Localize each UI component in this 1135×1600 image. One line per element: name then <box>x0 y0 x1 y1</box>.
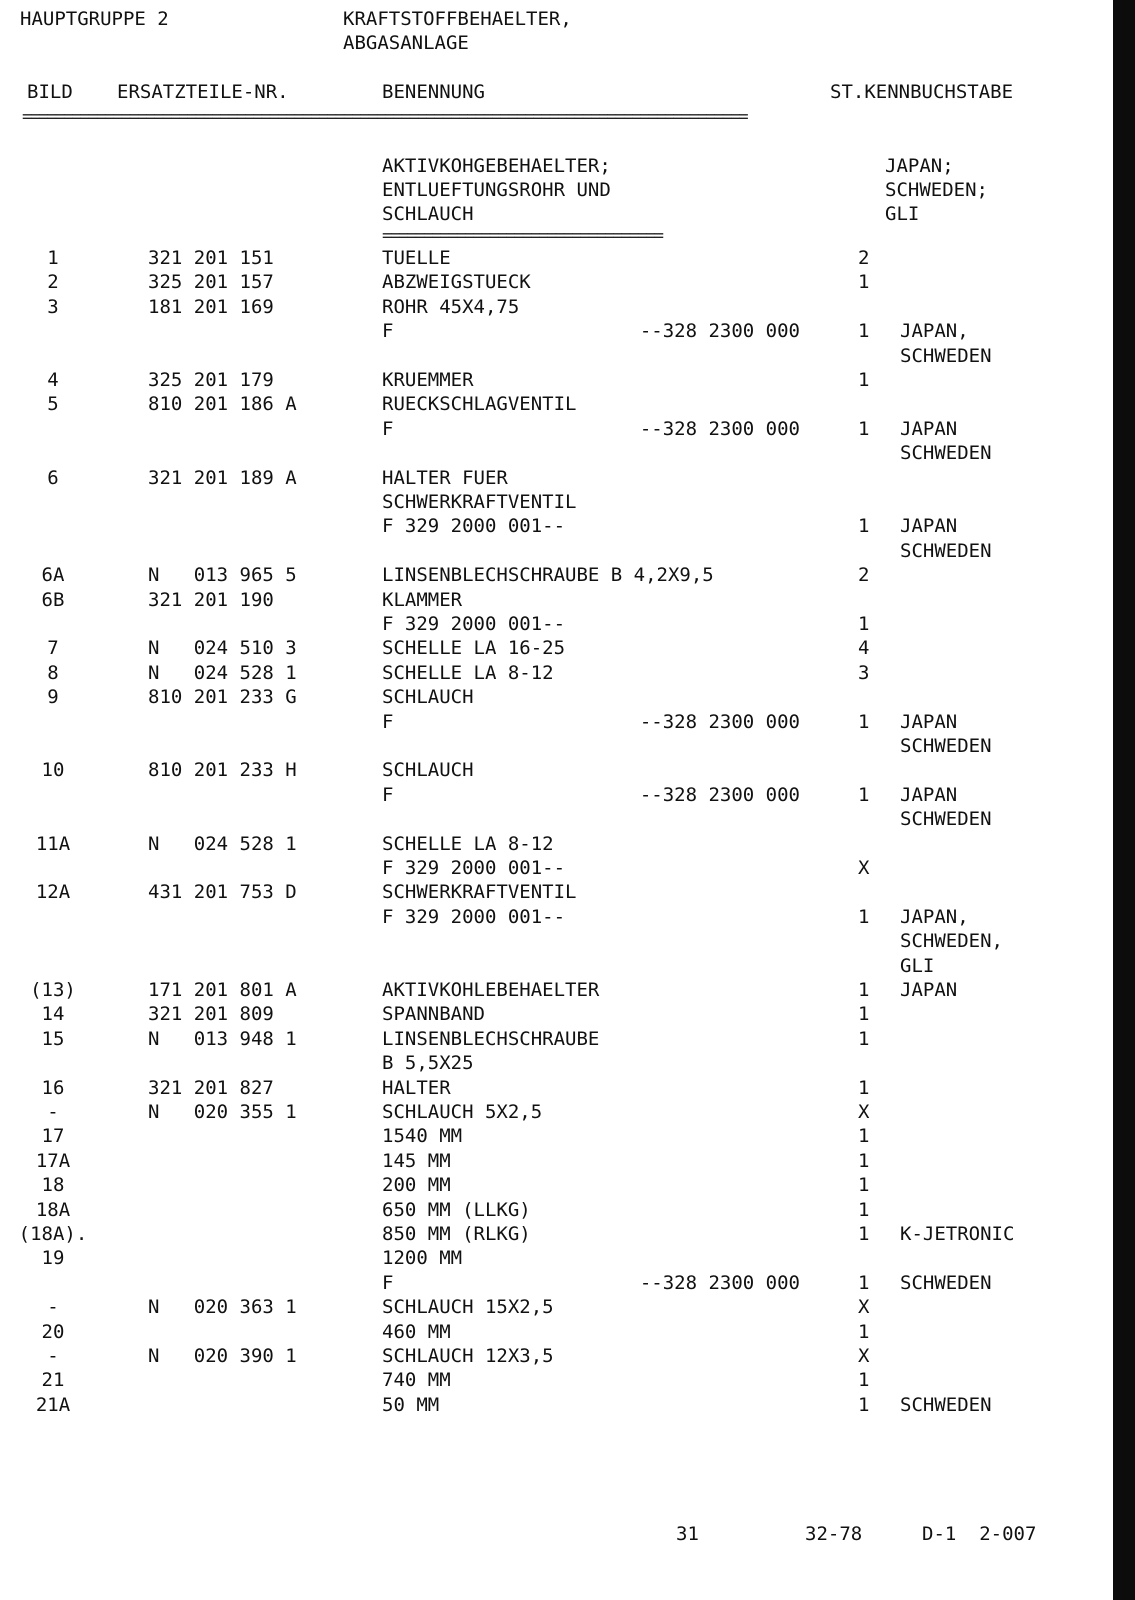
table-row <box>0 1198 1113 1222</box>
table-row <box>0 880 1113 904</box>
table-row <box>0 1393 1113 1417</box>
part-number: N 024 510 3 <box>148 637 297 659</box>
quantity: 1 <box>858 515 870 537</box>
group-heading-line1: AKTIVKOHGEBEHAELTER; <box>382 155 611 177</box>
part-description: 145 MM <box>382 1150 451 1172</box>
part-description: ROHR 45X4,75 <box>382 296 520 318</box>
part-number: 810 201 233 H <box>148 759 297 781</box>
part-description: 650 MM (LLKG) <box>382 1199 531 1221</box>
table-row <box>0 588 1113 612</box>
part-description: SCHLAUCH 12X3,5 <box>382 1345 554 1367</box>
country-code: SCHWEDEN <box>900 808 992 830</box>
table-row <box>0 1295 1113 1319</box>
figure-number: 12A <box>35 881 71 903</box>
quantity: X <box>858 1101 870 1123</box>
table-row <box>0 1368 1113 1392</box>
group-code-line3: GLI <box>885 203 920 225</box>
table-row <box>0 417 1113 441</box>
model-range-value: --328 2300 000 <box>639 711 800 733</box>
table-row <box>0 612 1113 636</box>
quantity: 1 <box>858 1077 870 1099</box>
country-code: SCHWEDEN <box>900 1272 992 1294</box>
quantity: 1 <box>858 979 870 1001</box>
table-row <box>0 856 1113 880</box>
country-code: SCHWEDEN <box>900 442 992 464</box>
group-code-line2: SCHWEDEN; <box>885 179 988 201</box>
figure-number: 5 <box>47 393 59 415</box>
quantity: 2 <box>858 247 870 269</box>
quantity: 1 <box>858 418 870 440</box>
table-row <box>0 832 1113 856</box>
table-row <box>0 1173 1113 1197</box>
figure-number: 10 <box>41 759 65 781</box>
column-header-name: BENENNUNG <box>382 81 485 103</box>
table-row <box>0 710 1113 734</box>
figure-number: 6A <box>41 564 65 586</box>
figure-number: - <box>47 1345 59 1367</box>
table-row <box>0 1246 1113 1270</box>
table-row <box>0 1271 1113 1295</box>
table-row <box>0 392 1113 416</box>
column-header-qty-code: ST.KENNBUCHSTABE <box>830 81 1014 103</box>
country-code: JAPAN, <box>900 320 969 342</box>
figure-number: 4 <box>47 369 59 391</box>
table-row <box>0 295 1113 319</box>
figure-number: 6 <box>47 467 59 489</box>
part-number: 321 201 809 <box>148 1003 274 1025</box>
figure-number: 17 <box>41 1125 65 1147</box>
quantity: X <box>858 1296 870 1318</box>
table-row <box>0 685 1113 709</box>
figure-number: - <box>47 1296 59 1318</box>
quantity: 1 <box>858 1028 870 1050</box>
part-description: SPANNBAND <box>382 1003 485 1025</box>
country-code: GLI <box>900 955 935 977</box>
table-row <box>0 807 1113 831</box>
part-description: 850 MM (RLKG) <box>382 1223 531 1245</box>
part-description: F 329 2000 001-- <box>382 515 566 537</box>
table-row <box>0 978 1113 1002</box>
table-row <box>0 905 1113 929</box>
model-range-value: --328 2300 000 <box>639 784 800 806</box>
figure-number: 11A <box>35 833 71 855</box>
table-row <box>0 514 1113 538</box>
figure-number: 1 <box>47 247 59 269</box>
country-code: JAPAN <box>900 711 958 733</box>
country-code: JAPAN, <box>900 906 969 928</box>
model-range-value: --328 2300 000 <box>639 320 800 342</box>
country-code: SCHWEDEN <box>900 735 992 757</box>
model-range-prefix: F <box>382 784 394 806</box>
quantity: 1 <box>858 1272 870 1294</box>
figure-number: 9 <box>47 686 59 708</box>
table-row <box>0 1124 1113 1148</box>
country-code: JAPAN <box>900 418 958 440</box>
quantity: 1 <box>858 1321 870 1343</box>
part-description: KRUEMMER <box>382 369 474 391</box>
quantity: 1 <box>858 1150 870 1172</box>
quantity: 3 <box>858 662 870 684</box>
figure-number: 19 <box>41 1247 65 1269</box>
part-description: LINSENBLECHSCHRAUBE B 4,2X9,5 <box>382 564 714 586</box>
part-number: 325 201 157 <box>148 271 274 293</box>
quantity: 1 <box>858 369 870 391</box>
part-description: SCHLAUCH 5X2,5 <box>382 1101 543 1123</box>
quantity: 1 <box>858 1223 870 1245</box>
figure-number: 21 <box>41 1369 65 1391</box>
part-description: SCHWERKRAFTVENTIL <box>382 881 577 903</box>
table-row <box>0 1100 1113 1124</box>
header-double-rule: ======================================================================================== <box>22 107 747 127</box>
scan-dark-edge <box>1113 0 1135 1600</box>
figure-number: 18A <box>35 1199 71 1221</box>
part-description: 740 MM <box>382 1369 451 1391</box>
part-description: TUELLE <box>382 247 451 269</box>
footer-page-number: 31 <box>676 1523 699 1545</box>
table-row <box>0 441 1113 465</box>
quantity: 1 <box>858 1369 870 1391</box>
figure-number: 21A <box>35 1394 71 1416</box>
part-description: HALTER <box>382 1077 451 1099</box>
part-description: SCHWERKRAFTVENTIL <box>382 491 577 513</box>
part-description: 200 MM <box>382 1174 451 1196</box>
figure-number: 7 <box>47 637 59 659</box>
figure-number: 17A <box>35 1150 71 1172</box>
group-heading-line2: ENTLUEFTUNGSROHR UND <box>382 179 611 201</box>
part-description: 1540 MM <box>382 1125 463 1147</box>
group-heading-line3: SCHLAUCH <box>382 203 474 225</box>
table-row <box>0 758 1113 782</box>
part-description: RUECKSCHLAGVENTIL <box>382 393 577 415</box>
quantity: 1 <box>858 320 870 342</box>
part-description: SCHLAUCH <box>382 759 474 781</box>
part-number: N 024 528 1 <box>148 833 297 855</box>
country-code: SCHWEDEN, <box>900 930 1003 952</box>
quantity: 1 <box>858 1394 870 1416</box>
figure-number: 16 <box>41 1077 65 1099</box>
part-number: 431 201 753 D <box>148 881 297 903</box>
quantity: 1 <box>858 271 870 293</box>
part-number: 810 201 186 A <box>148 393 297 415</box>
quantity: 1 <box>858 1125 870 1147</box>
model-range-prefix: F <box>382 320 394 342</box>
quantity: 1 <box>858 906 870 928</box>
main-group-label: HAUPTGRUPPE 2 <box>20 8 169 30</box>
quantity: 1 <box>858 784 870 806</box>
part-description: 50 MM <box>382 1394 440 1416</box>
figure-number: 14 <box>41 1003 65 1025</box>
figure-number: 3 <box>47 296 59 318</box>
model-range-prefix: F <box>382 711 394 733</box>
table-row <box>0 490 1113 514</box>
table-row <box>0 368 1113 392</box>
part-number: 810 201 233 G <box>148 686 297 708</box>
footer-reference: D-1 2-007 <box>922 1523 1037 1545</box>
part-description: KLAMMER <box>382 589 463 611</box>
part-number: N 020 355 1 <box>148 1101 297 1123</box>
part-description: F 329 2000 001-- <box>382 857 566 879</box>
figure-number: (18A). <box>18 1223 88 1245</box>
part-description: 1200 MM <box>382 1247 463 1269</box>
figure-number: 8 <box>47 662 59 684</box>
model-range-prefix: F <box>382 418 394 440</box>
figure-number: 15 <box>41 1028 65 1050</box>
table-row <box>0 466 1113 490</box>
table-row <box>0 344 1113 368</box>
table-row <box>0 1149 1113 1173</box>
part-number: N 020 363 1 <box>148 1296 297 1318</box>
country-code: JAPAN <box>900 979 958 1001</box>
part-number: 321 201 189 A <box>148 467 297 489</box>
model-range-prefix: F <box>382 1272 394 1294</box>
quantity: 2 <box>858 564 870 586</box>
quantity: X <box>858 1345 870 1367</box>
country-code: SCHWEDEN <box>900 1394 992 1416</box>
part-number: 171 201 801 A <box>148 979 297 1001</box>
figure-number: - <box>47 1101 59 1123</box>
model-range-value: --328 2300 000 <box>639 1272 800 1294</box>
table-row <box>0 1344 1113 1368</box>
table-row <box>0 636 1113 660</box>
part-description: ABZWEIGSTUECK <box>382 271 531 293</box>
table-row <box>0 661 1113 685</box>
group-code-line1: JAPAN; <box>885 155 954 177</box>
quantity: 1 <box>858 1174 870 1196</box>
table-row <box>0 246 1113 270</box>
table-row <box>0 1002 1113 1026</box>
quantity: X <box>858 857 870 879</box>
part-description: SCHELLE LA 8-12 <box>382 662 554 684</box>
country-code: SCHWEDEN <box>900 540 992 562</box>
figure-number: 2 <box>47 271 59 293</box>
table-row <box>0 1320 1113 1344</box>
quantity: 1 <box>858 613 870 635</box>
part-description: AKTIVKOHLEBEHAELTER <box>382 979 600 1001</box>
footer-date: 32-78 <box>805 1523 863 1545</box>
figure-number: (13) <box>30 979 76 1001</box>
table-row <box>0 929 1113 953</box>
part-number: N 013 948 1 <box>148 1028 297 1050</box>
table-row <box>0 319 1113 343</box>
table-row <box>0 1051 1113 1075</box>
section-title-line1: KRAFTSTOFFBEHAELTER, <box>343 8 572 30</box>
part-description: LINSENBLECHSCHRAUBE <box>382 1028 600 1050</box>
part-description: HALTER FUER <box>382 467 508 489</box>
column-header-part-no: ERSATZTEILE-NR. <box>117 81 289 103</box>
part-number: N 024 528 1 <box>148 662 297 684</box>
part-description: SCHELLE LA 16-25 <box>382 637 566 659</box>
country-code: JAPAN <box>900 515 958 537</box>
figure-number: 20 <box>41 1321 65 1343</box>
section-title-line2: ABGASANLAGE <box>343 32 469 54</box>
part-description: 460 MM <box>382 1321 451 1343</box>
figure-number: 6B <box>41 589 65 611</box>
table-row <box>0 563 1113 587</box>
part-description: SCHELLE LA 8-12 <box>382 833 554 855</box>
table-row <box>0 539 1113 563</box>
quantity: 1 <box>858 1003 870 1025</box>
part-number: 325 201 179 <box>148 369 274 391</box>
table-row <box>0 1076 1113 1100</box>
part-number: N 013 965 5 <box>148 564 297 586</box>
quantity: 4 <box>858 637 870 659</box>
table-row <box>0 1027 1113 1051</box>
part-number: 321 201 151 <box>148 247 274 269</box>
part-number: N 020 390 1 <box>148 1345 297 1367</box>
part-description: F 329 2000 001-- <box>382 906 566 928</box>
table-row <box>0 1222 1113 1246</box>
country-code: K-JETRONIC <box>900 1223 1015 1245</box>
part-number: 321 201 190 <box>148 589 274 611</box>
quantity: 1 <box>858 1199 870 1221</box>
part-description: SCHLAUCH <box>382 686 474 708</box>
column-header-bild: BILD <box>27 81 73 103</box>
part-number: 181 201 169 <box>148 296 274 318</box>
model-range-value: --328 2300 000 <box>639 418 800 440</box>
table-row <box>0 734 1113 758</box>
quantity: 1 <box>858 711 870 733</box>
country-code: JAPAN <box>900 784 958 806</box>
table-row <box>0 783 1113 807</box>
part-number: 321 201 827 <box>148 1077 274 1099</box>
table-row <box>0 270 1113 294</box>
part-description: F 329 2000 001-- <box>382 613 566 635</box>
part-description: SCHLAUCH 15X2,5 <box>382 1296 554 1318</box>
table-row <box>0 954 1113 978</box>
part-description: B 5,5X25 <box>382 1052 474 1074</box>
country-code: SCHWEDEN <box>900 345 992 367</box>
group-heading-underline: ================================== <box>382 226 662 246</box>
figure-number: 18 <box>41 1174 65 1196</box>
